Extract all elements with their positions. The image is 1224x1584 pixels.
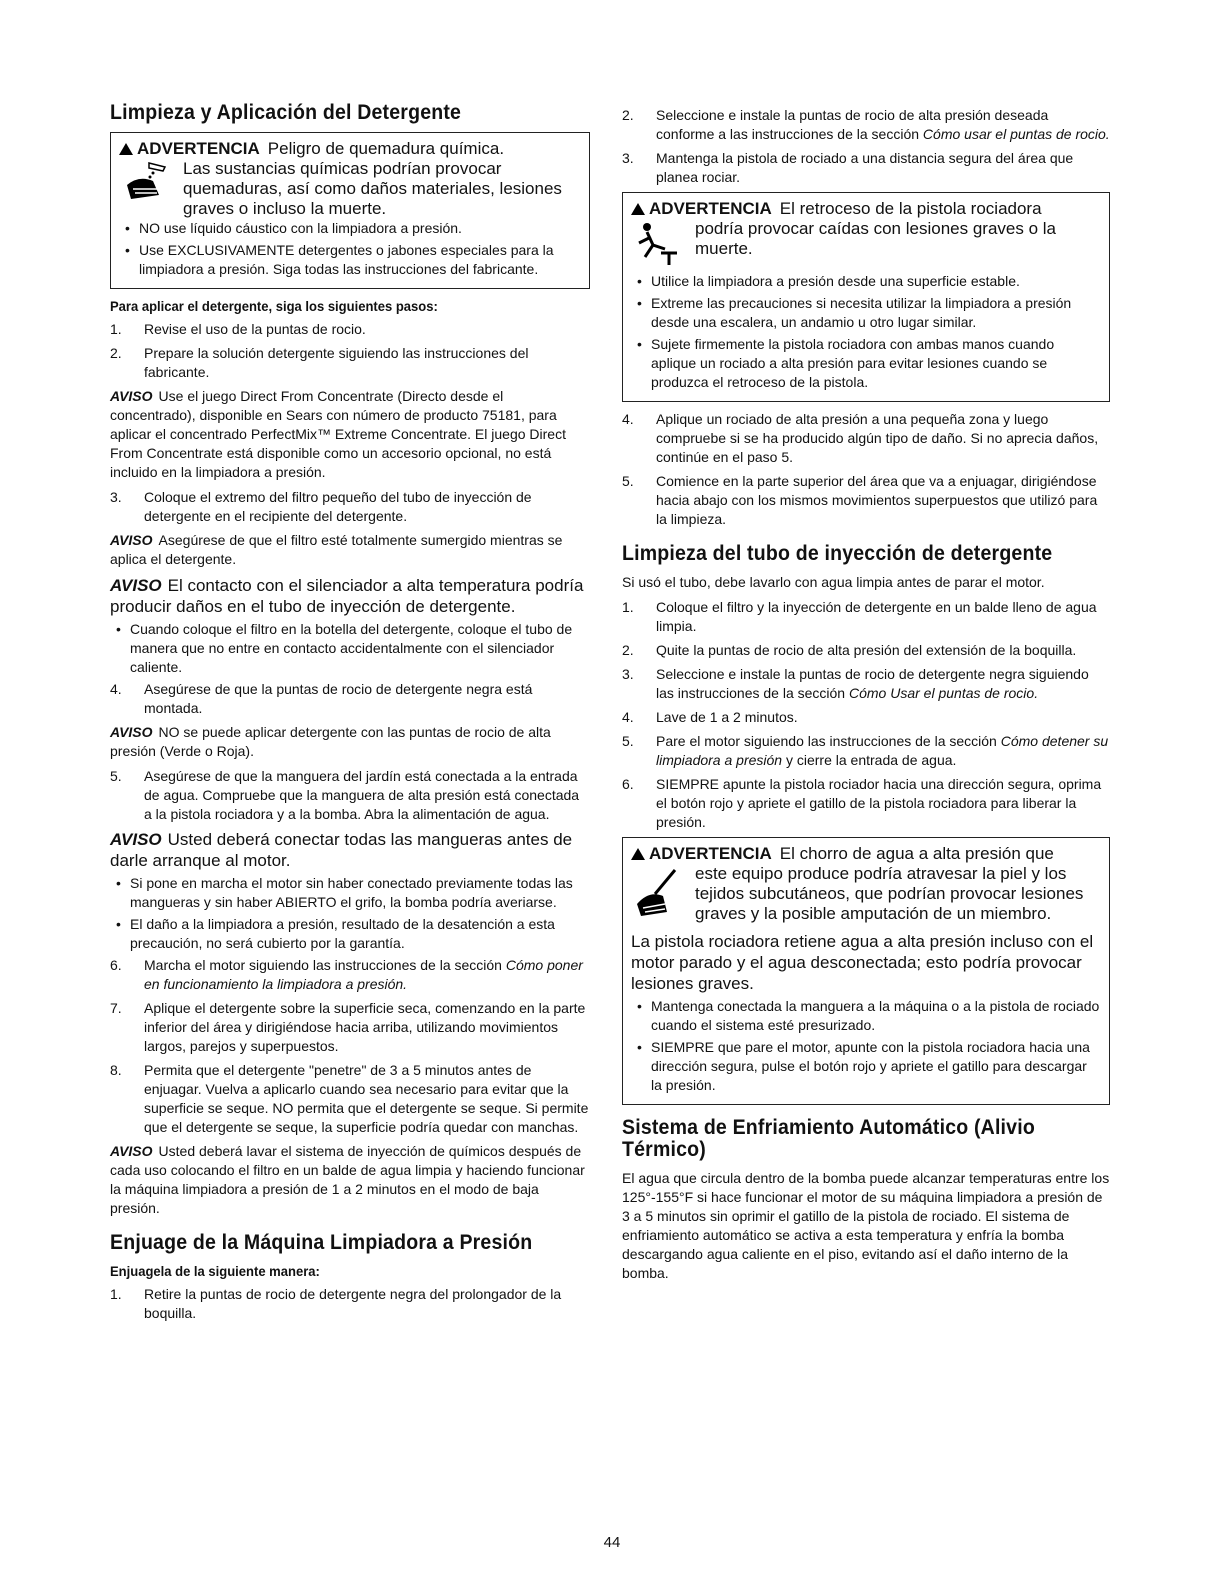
rinse-subtitle: Enjuagela de la siguiente manera:: [110, 1263, 320, 1279]
warning-body: este equipo produce podría atravesar la piel y los tejidos subcutáneos, que podrían provocar lesiones graves y la posible amputación de un miembro.: [695, 864, 1084, 923]
step-5: 5. Asegúrese de que la manguera del jardín está conectada a la entrada de agua. Compruebe que la manguera de alta presión está conectada a la pistola rociadora y a la bomba. Abra la alimentación de agua.: [110, 768, 580, 822]
step-7: 7. Aplique el detergente sobre la superficie seca, comenzando en la parte inferior del área y dirigiéndose hacia arriba, utilizando movimientos largos, parejos y superpuestos.: [110, 1000, 586, 1054]
chemical-burn-icon: [119, 159, 183, 219]
tube-step-6: 6. SIEMPRE apunte la pistola rociador hacia una dirección segura, oprima el botón rojo y apriete el gatillo de la pistola rociadora para liberar la presión.: [622, 776, 1102, 830]
warning-triangle-icon: [631, 203, 645, 215]
warning-bullet: • NO use líquido cáustico con la limpiadora a presión.: [125, 220, 462, 236]
right-column: [622, 106, 1110, 1289]
aviso-note: AVISO Use el juego Direct From Concentrate (Directo desde el concentrado), disponible en Sears con número de producto 75181, para aplicar el concentrado PerfectMix™ Extreme Concentrate. El juego Direct From Concentrate está disponible como un accesorio opcional, no está incluido en la limpiadora a presión.: [110, 388, 566, 480]
step-1: 1. Revise el uso de la puntas de rocio.: [110, 321, 366, 337]
warning-header: [631, 844, 1101, 864]
tube-step-1: 1. Coloque el filtro y la inyección de detergente en un balde lleno de agua limpia.: [622, 599, 1097, 634]
tube-step-2: 2. Quite la puntas de rocio de alta presión del extensión de la boquilla.: [622, 642, 1077, 658]
rinse-step-5: 5. Comience en la parte superior del área que va a enjuagar, dirigiéndose hacia abajo con los mismos movimientos superpuestos que utilizó para la limpieza.: [622, 473, 1098, 527]
injection-hazard-icon: [631, 864, 695, 929]
warning-triangle-icon: [631, 848, 645, 860]
warning-label: ADVERTENCIA: [137, 139, 260, 158]
warning-body: Las sustancias químicas podrían provocar quemaduras, así como daños materiales, lesiones graves o incluso la muerte.: [183, 159, 562, 218]
warning-triangle-icon: [119, 143, 133, 155]
aviso-note-large: AVISO El contacto con el silenciador a alta temperatura podría producir daños en el tubo de inyección de detergente.: [110, 576, 584, 616]
step-6: 6. Marcha el motor siguiendo las instrucciones de la sección Cómo poner en funcionamiento la limpiadora a presión.: [110, 957, 583, 992]
step-3: 3. Coloque el extremo del filtro pequeño del tubo de inyección de detergente en el recipiente del detergente.: [110, 489, 532, 524]
rinse-step-4: 4. Aplique un rociado de alta presión a una pequeña zona y luego compruebe si se ha producido algún tipo de daño. Si no aprecia daños, continúe en el paso 5.: [622, 411, 1099, 465]
falling-person-icon: [631, 219, 695, 272]
bullet: • El daño a la limpiadora a presión, resultado de la desatención a esta precaución, no será cubierto por la garantía.: [116, 916, 555, 951]
aviso-note-large: AVISO Usted deberá conectar todas las mangueras antes de darle arranque al motor.: [110, 830, 573, 870]
warning-title: El chorro de agua a alta presión que: [779, 844, 1054, 863]
step-4: 4. Asegúrese de que la puntas de rocio de detergente negra está montada.: [110, 681, 533, 716]
tube-intro: Si usó el tubo, debe lavarlo con agua limpia antes de parar el motor.: [622, 574, 1045, 590]
section-heading-detergent: Limpieza y Aplicación del Detergente: [110, 101, 462, 124]
warning-header: [119, 139, 581, 159]
aviso-note: AVISO NO se puede aplicar detergente con las puntas de rocio de alta presión (Verde o Roja).: [110, 724, 551, 759]
cooling-paragraph: El agua que circula dentro de la bomba puede alcanzar temperaturas entre los 125°-155°F si hace funcionar el motor de su máquina limpiadora a presión de 3 a 5 minutos sin oprimir el gatillo de la pistola de rociado. El sistema de enfriamiento automático se activa a esta temperatura y enfría la bomba descargando agua caliente en el piso, evitando así el daño interno de la bomba.: [622, 1170, 1110, 1281]
bullet: • Si pone en marcha el motor sin haber conectado previamente todas las mangueras y sin haber ABIERTO el grifo, la bomba podría averiarse.: [116, 875, 573, 910]
tube-step-3: 3. Seleccione e instale la puntas de rocio de detergente negra siguiendo las instrucciones de la sección Cómo Usar el puntas de rocio.: [622, 666, 1089, 701]
warning-extra: La pistola rociadora retiene agua a alta presión incluso con el motor parado y el agua desconectada; esto podría provocar lesiones graves.: [631, 932, 1094, 993]
section-heading-rinse: Enjuage de la Máquina Limpiadora a Presión: [110, 1231, 533, 1254]
rinse-step-1: 1. Retire la puntas de rocio de detergente negra del prolongador de la boquilla.: [110, 1286, 562, 1321]
steps-title: Para aplicar el detergente, siga los siguientes pasos:: [110, 298, 438, 314]
tube-step-4: 4. Lave de 1 a 2 minutos.: [622, 709, 798, 725]
warning-bullet: • Extreme las precauciones si necesita utilizar la limpiadora a presión desde una escalera, un andamio u otro lugar similar.: [637, 295, 1072, 330]
warning-bullet: • Sujete firmemente la pistola rociadora con ambas manos cuando aplique un rociado a alta presión para evitar lesiones cuando se produzca el retroceso de la pistola.: [637, 336, 1055, 390]
warning-bullet: • Mantenga conectada la manguera a la máquina o a la pistola de rociado cuando el sistema esté presurizado.: [637, 998, 1100, 1033]
warning-title: El retroceso de la pistola rociadora: [779, 199, 1042, 218]
warning-body: podría provocar caídas con lesiones graves o la muerte.: [695, 219, 1056, 258]
tube-step-5: 5. Pare el motor siguiendo las instrucciones de la sección Cómo detener su limpiadora a presión y cierre la entrada de agua.: [622, 733, 1109, 768]
warning-bullet: • Utilice la limpiadora a presión desde una superficie estable.: [637, 273, 1020, 289]
page-number: 44: [603, 1534, 621, 1551]
rinse-step-3: 3. Mantenga la pistola de rociado a una distancia segura del área que planea rociar.: [622, 150, 1074, 185]
warning-label: ADVERTENCIA: [649, 844, 772, 863]
aviso-note: AVISO Asegúrese de que el filtro esté totalmente sumergido mientras se aplica el detergente.: [110, 532, 563, 567]
section-heading-tube: Limpieza del tubo de inyección de detergente: [622, 542, 1053, 565]
warning-box-kickback: [622, 192, 1110, 402]
rinse-step-2: 2. Seleccione e instale la puntas de rocio de alta presión deseada conforme a las instrucciones de la sección Cómo usar el puntas de rocio.: [622, 107, 1110, 142]
warning-box-chemical: [110, 132, 590, 289]
warning-bullet: • Use EXCLUSIVAMENTE detergentes o jabones especiales para la limpiadora a presión. Siga todas las instrucciones del fabricante.: [125, 242, 554, 277]
warning-header: [631, 199, 1101, 219]
warning-bullet: • SIEMPRE que pare el motor, apunte con la pistola rociadora hacia una dirección segura, pulse el botón rojo y apriete el gatillo para descargar la presión.: [637, 1039, 1090, 1093]
warning-title: Peligro de quemadura química.: [267, 139, 505, 158]
bullet: • Cuando coloque el filtro en la botella del detergente, coloque el tubo de manera que no entre en contacto accidentalmente con el silenciador caliente.: [116, 621, 573, 675]
step-8: 8. Permita que el detergente "penetre" de 3 a 5 minutos antes de enjuagar. Vuelva a aplicarlo cuando sea necesario para evitar que la superficie se seque. NO permita que el detergente se seque. Si permite que el detergente se seque, la superficie podría quedar con manchas.: [110, 1062, 589, 1135]
step-2: 2. Prepare la solución detergente siguiendo las instrucciones del fabricante.: [110, 345, 529, 380]
aviso-note: AVISO Usted deberá lavar el sistema de inyección de químicos después de cada uso colocando el filtro en un balde de agua limpia y haciendo funcionar la máquina limpiadora a presión de 1 a 2 minutos en el modo de baja presión.: [110, 1143, 585, 1216]
warning-box-injection: [622, 837, 1110, 1105]
warning-label: ADVERTENCIA: [649, 199, 772, 218]
left-column: [110, 94, 590, 1328]
section-heading-cooling: Sistema de Enfriamiento Automático (Alivio Térmico): [622, 1116, 1035, 1161]
